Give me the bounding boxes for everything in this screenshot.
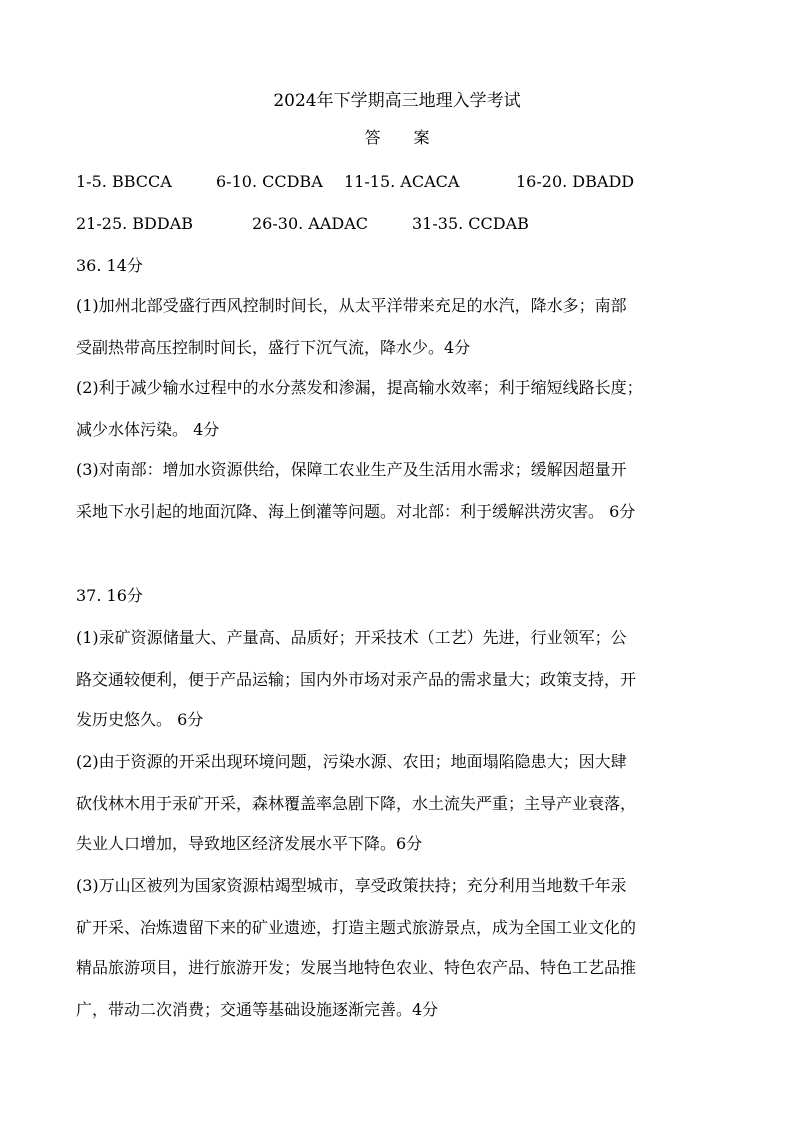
q37-line: 发历史悠久。 6分: [76, 710, 204, 729]
mc-answer-16-20: 16-20. DBADD: [516, 172, 635, 191]
q37-header: 37. 16分: [76, 586, 143, 605]
q37-line: (2)由于资源的开采出现环境问题，污染水源、农田；地面塌陷隐患大；因大肆: [76, 752, 627, 771]
q37-line: 精品旅游项目，进行旅游开发；发展当地特色农业、特色农产品、特色工艺品推: [76, 958, 637, 977]
mc-answer-6-10: 6-10. CCDBA: [216, 172, 323, 191]
q37-line: 砍伐林木用于汞矿开采，森林覆盖率急剧下降，水土流失严重；主导产业衰落，: [76, 794, 637, 813]
mc-answer-26-30: 26-30. AADAC: [252, 214, 369, 233]
answer-subtitle: 答 案: [364, 128, 444, 147]
q37-line: 广，带动二次消费；交通等基础设施逐渐完善。4分: [76, 1000, 439, 1019]
q36-line: (2)利于减少输水过程中的水分蒸发和渗漏，提高输水效率；利于缩短线路长度；: [76, 378, 643, 397]
mc-answer-1-5: 1-5. BBCCA: [76, 172, 172, 191]
q36-line: 采地下水引起的地面沉降、海上倒灌等问题。对北部：利于缓解洪涝灾害。 6分: [76, 502, 636, 521]
q37-line: (3)万山区被列为国家资源枯竭型城市，享受政策扶持；充分利用当地数千年汞: [76, 876, 627, 895]
mc-answer-31-35: 31-35. CCDAB: [412, 214, 529, 233]
q37-line: 矿开采、冶炼遗留下来的矿业遗迹，打造主题式旅游景点，成为全国工业文化的: [76, 918, 637, 937]
q36-header: 36. 14分: [76, 256, 143, 275]
q36-line: (1)加州北部受盛行西风控制时间长，从太平洋带来充足的水汽，降水多；南部: [76, 296, 627, 315]
q37-line: (1)汞矿资源储量大、产量高、品质好；开采技术（工艺）先进，行业领军；公: [76, 628, 627, 647]
q36-line: 受副热带高压控制时间长，盛行下沉气流，降水少。4分: [76, 338, 471, 357]
q36-line: (3)对南部：增加水资源供给，保障工农业生产及生活用水需求；缓解因超量开: [76, 460, 627, 479]
mc-answer-11-15: 11-15. ACACA: [344, 172, 460, 191]
mc-answer-21-25: 21-25. BDDAB: [76, 214, 194, 233]
q36-line: 减少水体污染。 4分: [76, 420, 220, 439]
q37-line: 路交通较便利，便于产品运输；国内外市场对汞产品的需求量大；政策支持，开: [76, 670, 637, 689]
q37-line: 失业人口增加，导致地区经济发展水平下降。6分: [76, 834, 423, 853]
exam-title: 2024年下学期高三地理入学考试: [273, 91, 521, 111]
